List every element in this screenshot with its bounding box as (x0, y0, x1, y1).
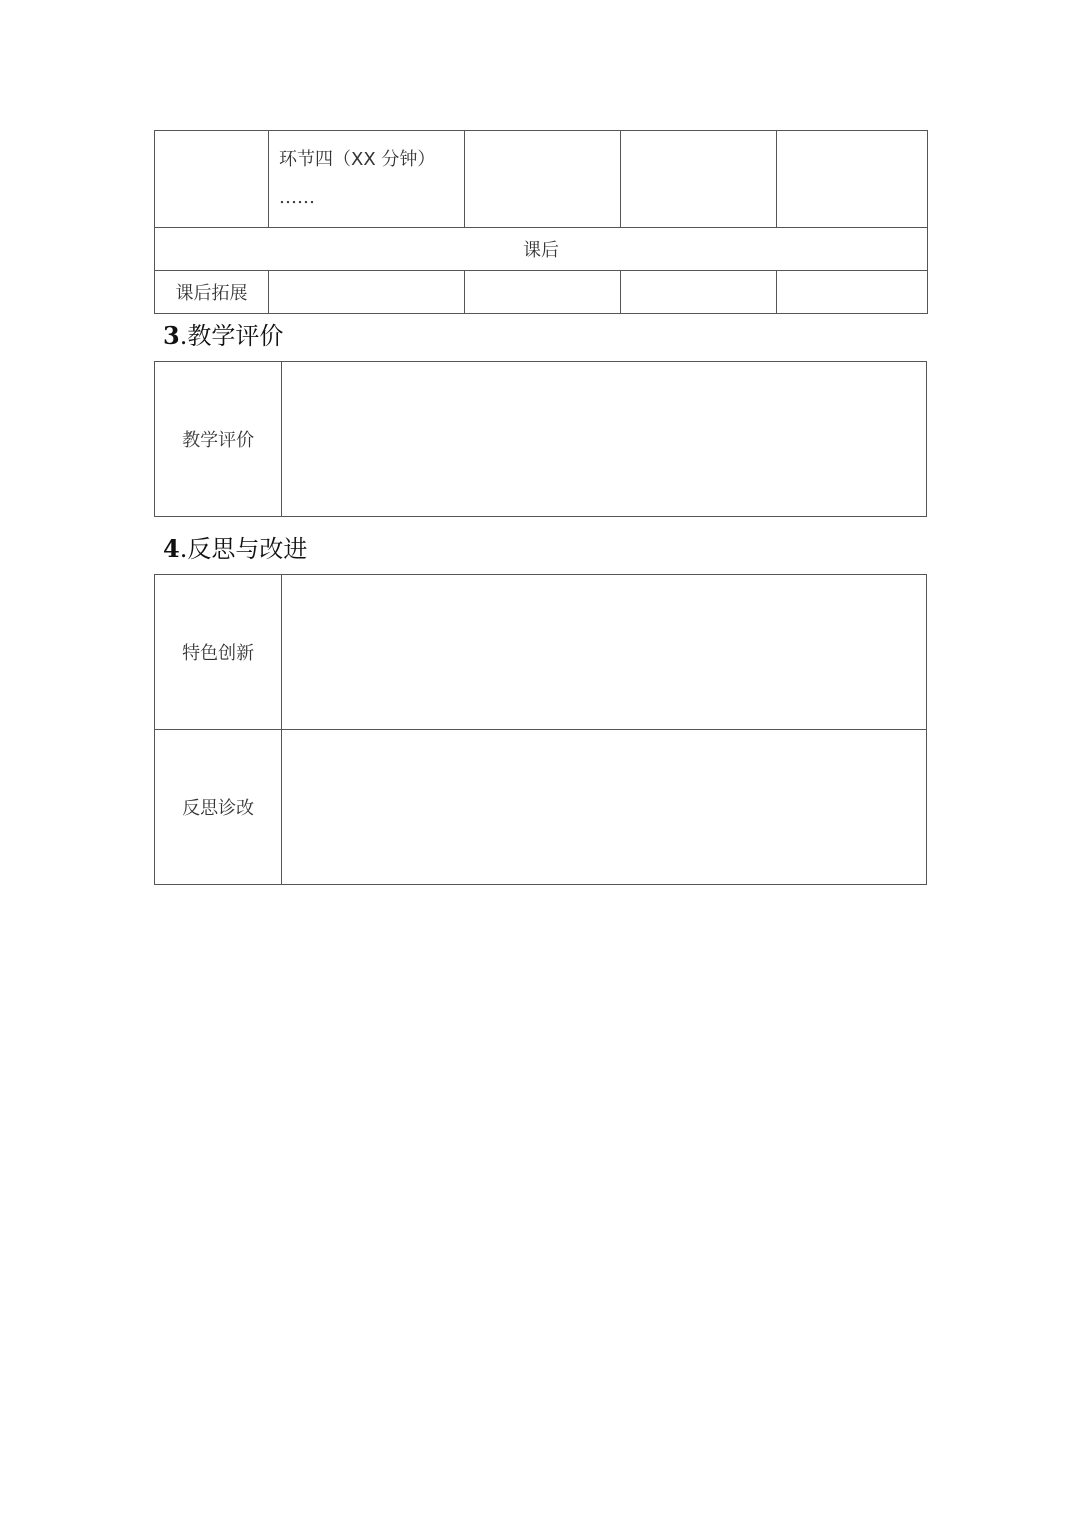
section-heading-teaching-evaluation (163, 316, 283, 351)
extension-label: 课后拓展 (155, 271, 269, 314)
table-row (155, 362, 927, 517)
table-row (155, 730, 927, 885)
table-row-extension (155, 271, 928, 314)
section-title: .教学评价 (179, 322, 284, 350)
extension-step-cell[interactable] (269, 271, 465, 314)
step-row-label-cell[interactable] (155, 131, 269, 228)
table-row-step-four (155, 131, 928, 228)
reflection-table (154, 574, 927, 885)
step-four-ellipsis: …… (279, 187, 315, 208)
section-number: 4 (163, 534, 180, 563)
step-four-cell[interactable] (269, 131, 465, 228)
step-row-cell-a[interactable] (465, 131, 621, 228)
after-class-header: 课后 (155, 228, 928, 271)
reflection-label: 反思诊改 (155, 730, 282, 885)
teaching-evaluation-table (154, 361, 927, 517)
section-heading-reflection (163, 529, 307, 564)
evaluation-label: 教学评价 (155, 362, 282, 517)
extension-cell-c[interactable] (777, 271, 928, 314)
section-number: 3 (163, 321, 180, 350)
extension-cell-b[interactable] (621, 271, 777, 314)
innovation-label: 特色创新 (155, 575, 282, 730)
lesson-process-table (154, 130, 928, 314)
step-row-cell-b[interactable] (621, 131, 777, 228)
evaluation-content-cell[interactable] (282, 362, 927, 517)
step-row-cell-c[interactable] (777, 131, 928, 228)
table-row (155, 575, 927, 730)
section-title: .反思与改进 (179, 535, 308, 563)
table-row-after-class-header (155, 228, 928, 271)
step-four-title: 环节四（XX 分钟） (279, 149, 436, 170)
innovation-content-cell[interactable] (282, 575, 927, 730)
extension-cell-a[interactable] (465, 271, 621, 314)
reflection-content-cell[interactable] (282, 730, 927, 885)
